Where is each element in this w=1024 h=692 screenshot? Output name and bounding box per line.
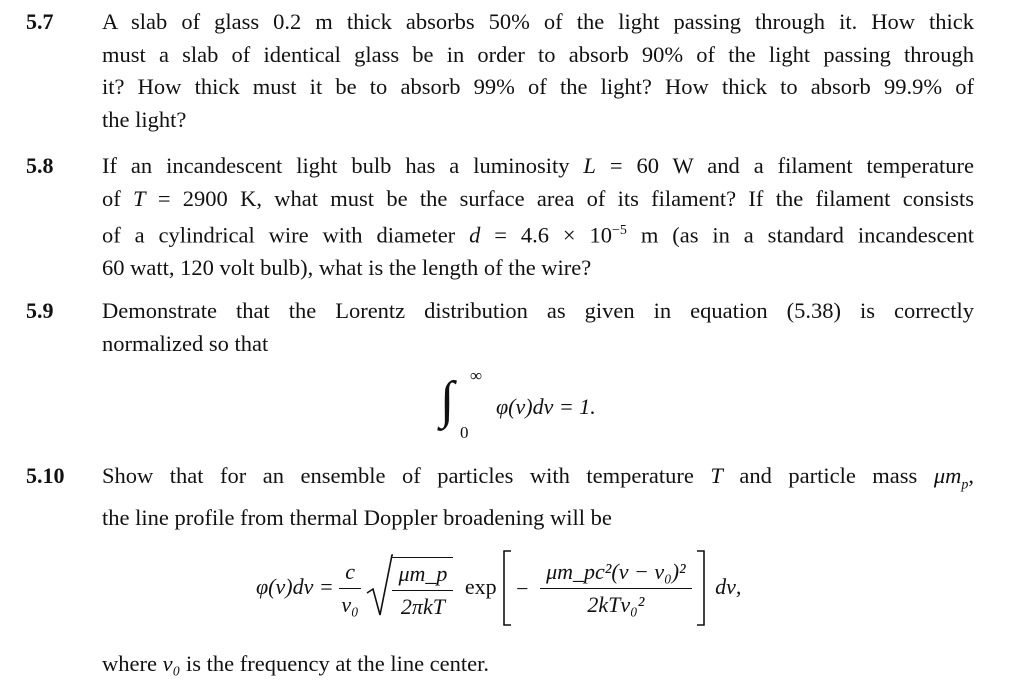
sqrt-fraction: $\frac{\mu m\_p}{\text{2πkT}}$ <box>392 560 453 621</box>
text-line: must a slab of identical glass be in order to absorb 90% of the light passing through <box>102 41 974 67</box>
c-over-nu0-fraction: $\frac{c}{\text{ν₀}}$ <box>339 558 361 619</box>
minus-sign: − <box>516 575 529 601</box>
text-line: A slab of glass 0.2 m thick absorbs 50% of the light passing through it. How thick <box>102 9 974 34</box>
text-line: the light? <box>102 106 187 132</box>
integral-lower-limit: 0 <box>460 423 469 442</box>
problem-text <box>102 295 974 360</box>
text-line: Demonstrate that the Lorentz distribution as given in equation (5.38) is correctly <box>102 298 974 323</box>
right-bracket <box>696 550 706 626</box>
normalization-equation <box>440 368 680 448</box>
problem-text <box>102 150 974 285</box>
doppler-profile-equation <box>256 546 741 628</box>
text-line: 60 watt, 120 volt bulb), what is the length of the wire? <box>102 255 592 280</box>
integral-upper-limit: ∞ <box>470 366 483 385</box>
text-line: of T = 2900 K, what must be the surface area of its filament? If the filament consists <box>102 185 974 211</box>
problem-number: 5.8 <box>26 153 54 178</box>
text-line: of a cylindrical wire with diameter $d = 4.6 \times 10^{-5}$ m (as in a standard incandescent <box>102 222 975 248</box>
bracket-group <box>502 554 705 623</box>
left-bracket <box>502 550 512 626</box>
text-line: it? How thick must it be to absorb 99% of the light? How thick to absorb 99.9% of <box>102 74 974 99</box>
radical-sign <box>366 553 394 619</box>
text-line: the line profile from thermal Doppler broadening will be <box>102 505 612 530</box>
exponent-fraction: $\frac{\text{μm\_pc²(ν − ν₀)²}}{\text{2kTν₀²}}$ <box>540 558 692 619</box>
problem-number: 5.7 <box>26 9 54 34</box>
exp-function: exp <box>464 574 497 599</box>
problem-text <box>102 6 974 136</box>
equation-footer: where ν₀ is the frequency at the line center. <box>102 651 490 676</box>
text-line: If an incandescent light bulb has a luminosity L = 60 W and a filament temperature <box>102 153 974 178</box>
problem-number: 5.9 <box>26 298 54 323</box>
square-root <box>366 557 453 621</box>
integrand: φ(ν)dν = 1. <box>496 394 596 419</box>
equation-lhs: φ(ν)dν = <box>256 574 334 599</box>
problem-text <box>102 460 974 535</box>
equation-tail: dν, <box>715 574 742 599</box>
integral-sign: ∫ <box>440 372 455 429</box>
text-line: normalized so that <box>102 330 269 356</box>
text-line: Show that for an ensemble of particles with temperature T and particle mass $\mu m_p$, <box>102 463 974 493</box>
problem-number: 5.10 <box>26 463 65 488</box>
